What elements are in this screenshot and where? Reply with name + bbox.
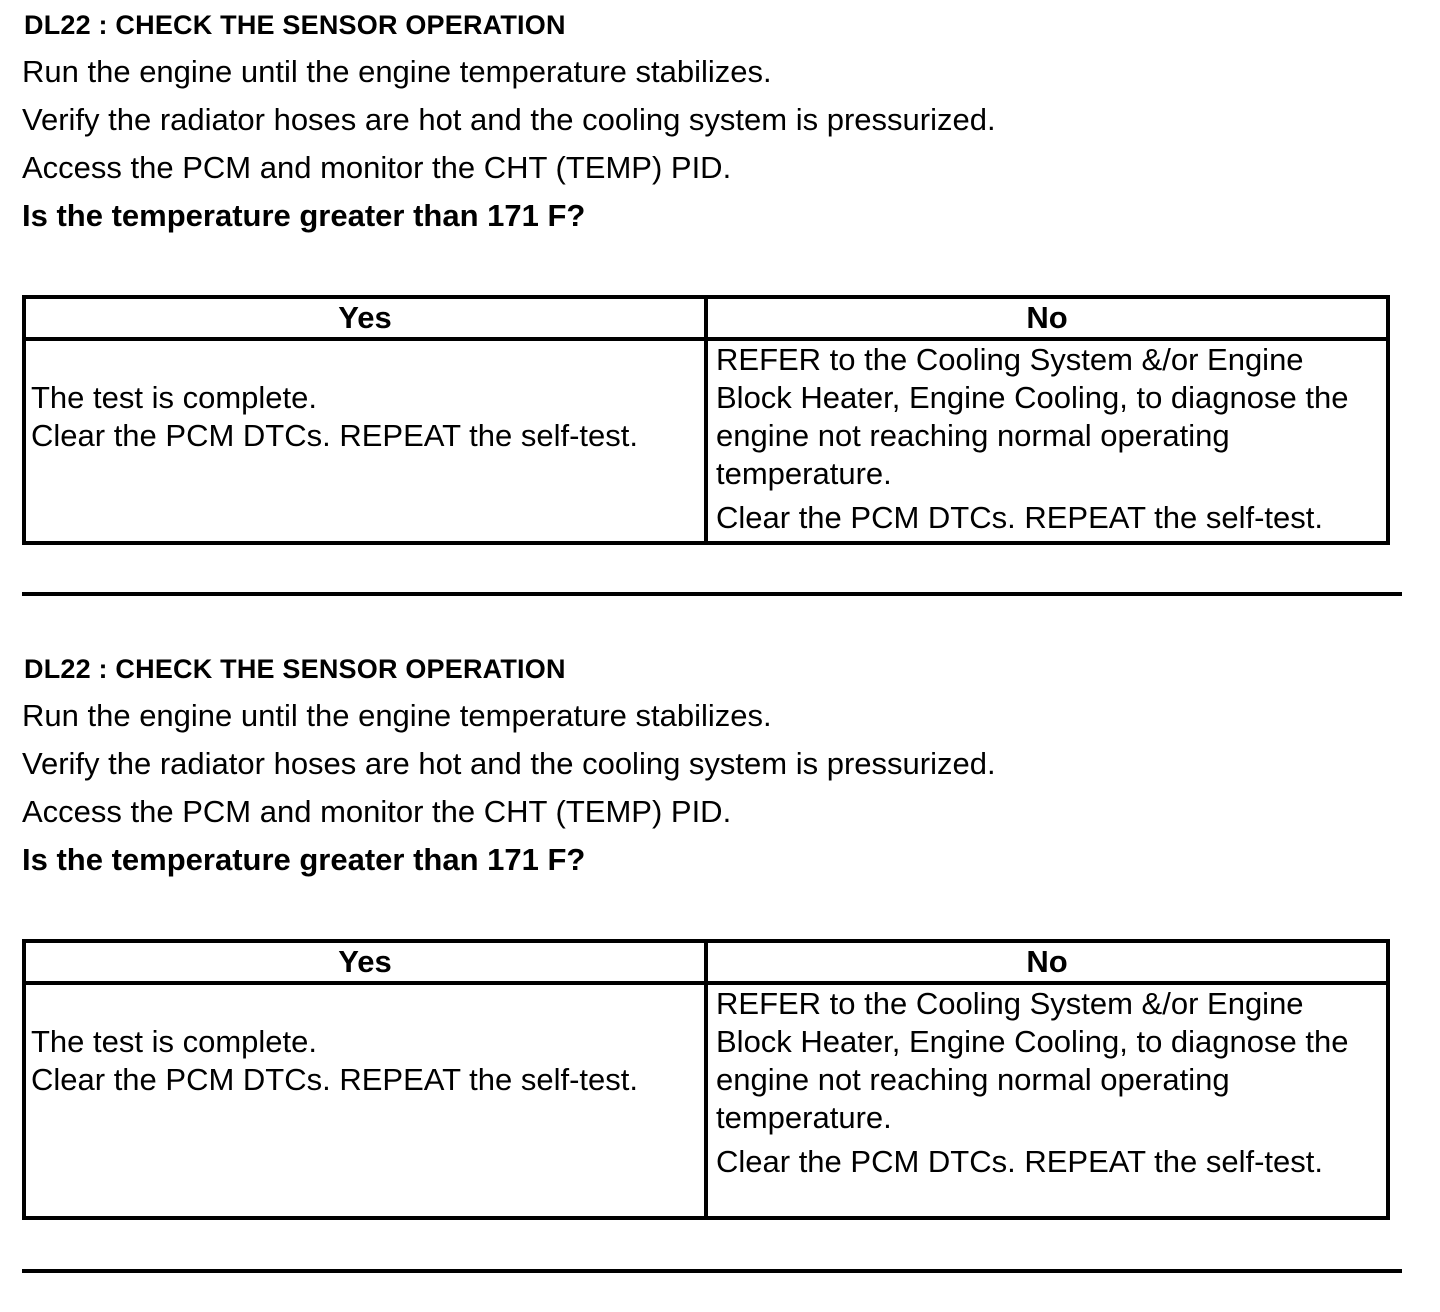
- instruction-line: Access the PCM and monitor the CHT (TEMP) PID.: [22, 794, 732, 829]
- yes-line: Clear the PCM DTCs. REPEAT the self-test.: [31, 418, 638, 453]
- section-divider: [22, 1269, 1402, 1273]
- yes-line: Clear the PCM DTCs. REPEAT the self-test.: [31, 1062, 638, 1097]
- yes-no-table: [22, 939, 1390, 1220]
- no-paragraph: REFER to the Cooling System &/or Engine Block Heater, Engine Cooling, to diagnose the engine not reaching normal operating temperature.: [716, 986, 1349, 1135]
- instruction-line: Access the PCM and monitor the CHT (TEMP) PID.: [22, 150, 732, 185]
- table-header-row: [24, 941, 1388, 983]
- instruction-line: Run the engine until the engine temperature stabilizes.: [22, 54, 772, 89]
- table-row: [24, 339, 1388, 543]
- yes-header: Yes: [24, 941, 706, 983]
- no-paragraph: Clear the PCM DTCs. REPEAT the self-test.: [716, 1144, 1323, 1179]
- yes-line: The test is complete.: [31, 1024, 318, 1059]
- table-header-row: [24, 297, 1388, 339]
- no-paragraph: Clear the PCM DTCs. REPEAT the self-test.: [716, 500, 1323, 535]
- no-paragraph: REFER to the Cooling System &/or Engine Block Heater, Engine Cooling, to diagnose the engine not reaching normal operating temperature.: [716, 342, 1349, 491]
- instruction-line: Run the engine until the engine temperature stabilizes.: [22, 698, 772, 733]
- instruction-line: Verify the radiator hoses are hot and the cooling system is pressurized.: [22, 746, 996, 781]
- no-cell: [706, 339, 1388, 543]
- yes-header: Yes: [24, 297, 706, 339]
- step-title: DL22 : CHECK THE SENSOR OPERATION: [24, 654, 566, 684]
- no-header: No: [706, 297, 1388, 339]
- yes-no-table: [22, 295, 1390, 545]
- yes-line: The test is complete.: [31, 380, 318, 415]
- yes-cell: [24, 983, 706, 1218]
- no-header: No: [706, 941, 1388, 983]
- section-divider: [22, 592, 1402, 596]
- diagnostic-step-1: [22, 6, 1402, 535]
- no-cell: [706, 983, 1388, 1218]
- step-question: Is the temperature greater than 171 F?: [22, 842, 586, 877]
- table-row: [24, 983, 1388, 1218]
- yes-cell: [24, 339, 706, 543]
- diagnostic-step-2: [22, 650, 1402, 1179]
- step-title: DL22 : CHECK THE SENSOR OPERATION: [24, 10, 566, 40]
- step-question: Is the temperature greater than 171 F?: [22, 198, 586, 233]
- instruction-line: Verify the radiator hoses are hot and the cooling system is pressurized.: [22, 102, 996, 137]
